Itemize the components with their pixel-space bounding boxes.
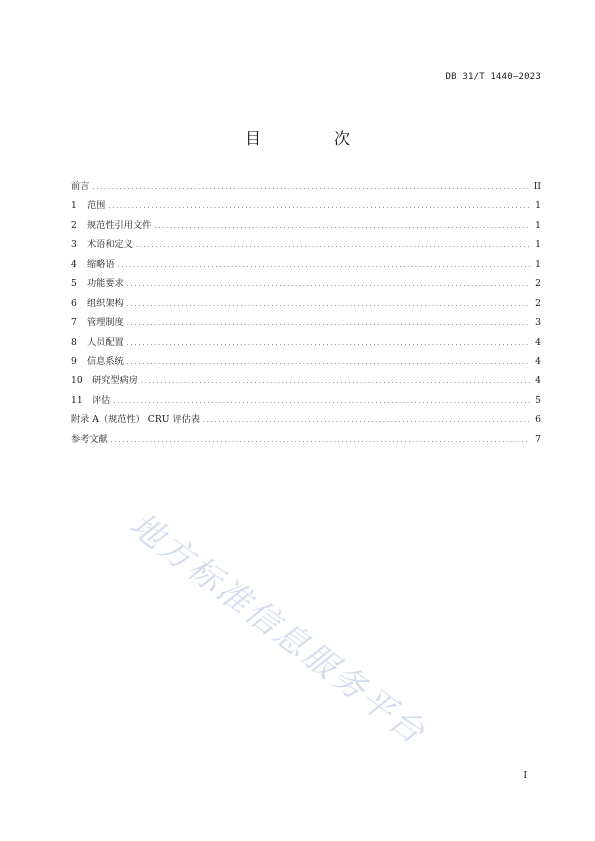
toc-leader — [113, 398, 530, 405]
document-code: DB 31/T 1440—2023 — [445, 72, 541, 82]
toc-entry-label: 组织架构 — [87, 297, 124, 309]
toc-entry-label: 研究型病房 — [92, 375, 138, 387]
toc-leader — [127, 281, 530, 288]
toc-entry-1[interactable] — [71, 197, 541, 216]
toc-entry-label: 规范性引用文件 — [87, 219, 152, 231]
toc-entry-6[interactable] — [71, 295, 541, 314]
table-of-contents — [71, 178, 541, 450]
toc-entry-9[interactable] — [71, 353, 541, 372]
toc-entry-number: 3 — [71, 239, 77, 251]
page-title: 目 次 — [244, 129, 385, 148]
toc-entry-2[interactable] — [71, 217, 541, 236]
toc-leader — [127, 320, 530, 327]
toc-entry-4[interactable] — [71, 256, 541, 275]
toc-entry-number: 11 — [71, 394, 83, 406]
toc-entry-page: 4 — [535, 355, 541, 367]
toc-entry-label: 评估 — [92, 394, 111, 406]
toc-entry-label: 功能要求 — [87, 278, 124, 290]
toc-entry-page: 2 — [535, 297, 541, 309]
toc-entry-page: 1 — [535, 200, 541, 212]
toc-entry-label: 信息系统 — [87, 355, 124, 367]
toc-entry-number: 6 — [71, 297, 77, 309]
toc-entry-label: 附录 A（规范性） CRU 评估表 — [71, 414, 200, 426]
toc-entry-label: 术语和定义 — [87, 239, 133, 251]
toc-entry-label: 参考文献 — [71, 433, 108, 445]
toc-entry-page: 1 — [535, 258, 541, 270]
toc-entry-page: 4 — [535, 375, 541, 387]
toc-entry-number: 4 — [71, 258, 77, 270]
toc-entry-8[interactable] — [71, 334, 541, 353]
toc-leader — [127, 359, 530, 366]
toc-entry-number: 8 — [71, 336, 77, 348]
toc-entry-page: II — [533, 181, 541, 192]
toc-entry-page: 5 — [535, 394, 541, 406]
toc-entry-label: 前言 — [71, 181, 90, 192]
toc-leader — [154, 223, 530, 230]
toc-entry-page: 1 — [535, 239, 541, 251]
toc-leader — [111, 437, 530, 444]
toc-entry-10[interactable] — [71, 372, 541, 391]
toc-entry-label: 管理制度 — [87, 317, 124, 329]
toc-entry-number: 2 — [71, 219, 77, 231]
toc-entry-5[interactable] — [71, 275, 541, 294]
toc-entry-11[interactable] — [71, 392, 541, 411]
toc-entry-page: 2 — [535, 278, 541, 290]
toc-entry-page: 3 — [535, 317, 541, 329]
toc-entry-foreword[interactable] — [71, 178, 541, 197]
toc-entry-label: 范围 — [87, 200, 106, 212]
toc-entry-3[interactable] — [71, 236, 541, 255]
page-number: I — [523, 771, 527, 781]
toc-entry-page: 6 — [535, 414, 541, 426]
toc-entry-number: 1 — [71, 200, 77, 212]
toc-leader — [141, 378, 530, 385]
watermark: 地方标准信息服务平台 — [122, 504, 434, 753]
toc-entry-page: 1 — [535, 219, 541, 231]
toc-entry-page: 7 — [535, 433, 541, 445]
toc-leader — [136, 242, 530, 249]
toc-entry-appendix-a[interactable] — [71, 411, 541, 430]
toc-leader — [203, 417, 530, 424]
toc-entry-label: 缩略语 — [87, 258, 115, 270]
toc-leader — [92, 184, 530, 191]
toc-leader — [118, 262, 530, 269]
toc-entry-label: 人员配置 — [87, 336, 124, 348]
toc-entry-number: 7 — [71, 317, 77, 329]
toc-entry-page: 4 — [535, 336, 541, 348]
toc-entry-number: 9 — [71, 355, 77, 367]
toc-leader — [127, 301, 530, 308]
toc-entry-references[interactable] — [71, 431, 541, 450]
toc-leader — [127, 340, 530, 347]
toc-entry-7[interactable] — [71, 314, 541, 333]
toc-entry-number: 5 — [71, 278, 77, 290]
toc-entry-number: 10 — [71, 375, 83, 387]
toc-leader — [108, 203, 530, 210]
